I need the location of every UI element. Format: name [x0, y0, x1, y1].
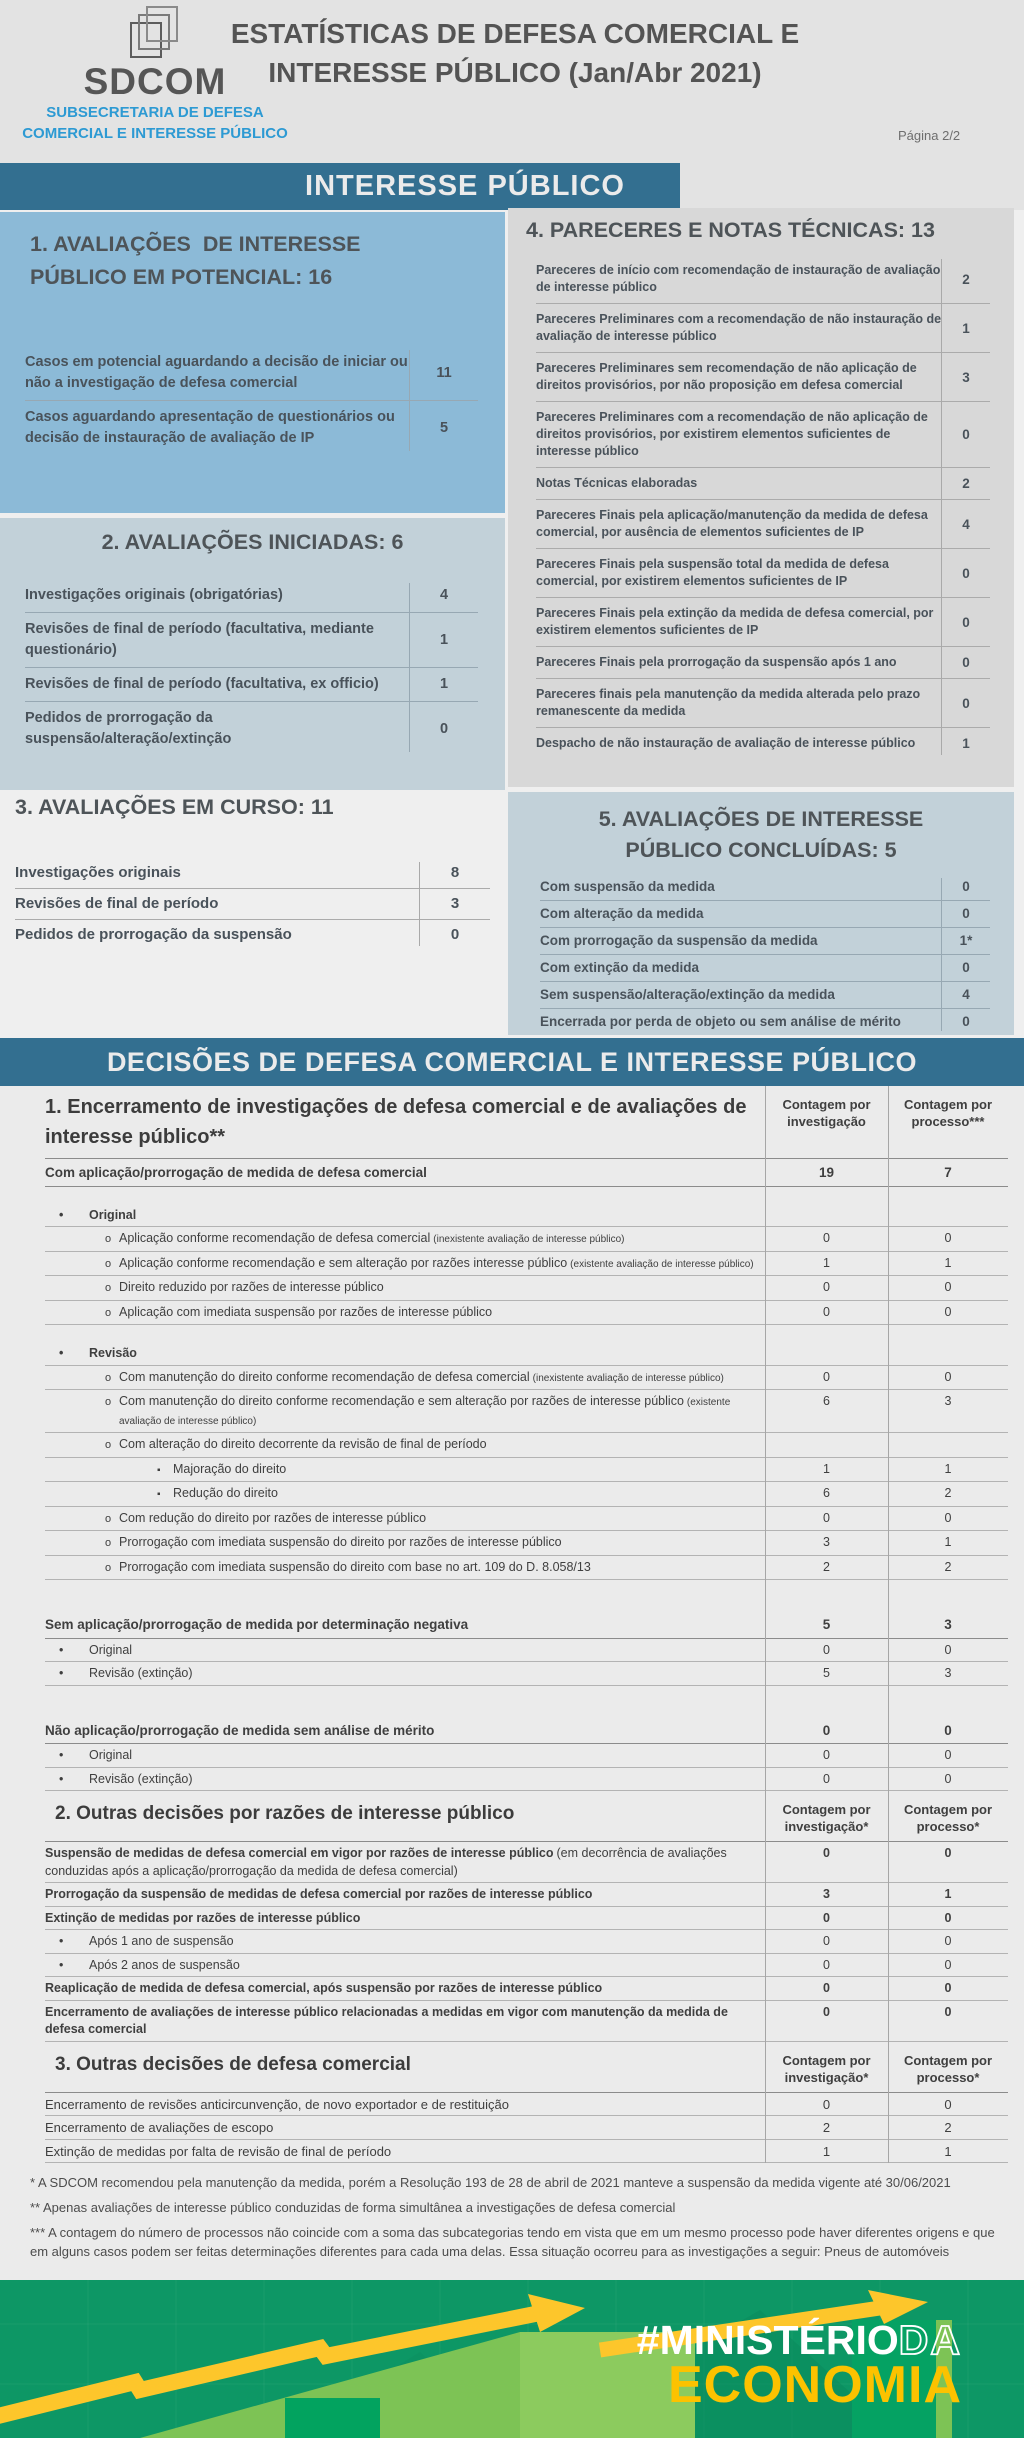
value-processo: 1	[944, 1535, 952, 1549]
value-processo: 0	[944, 1957, 952, 1972]
table-row	[45, 1482, 1008, 1507]
table-row	[45, 1977, 1008, 2001]
table-row	[45, 1301, 1008, 1326]
stat-row	[536, 679, 990, 728]
statistics-area	[0, 210, 1024, 1038]
stat-label: Revisões de final de período (facultativa, mediante questionário)	[25, 621, 374, 658]
row-label: Prorrogação com imediata suspensão do direito por razões de interesse público	[119, 1535, 562, 1549]
stat-value: 0	[962, 879, 970, 894]
stat-value: 11	[436, 364, 452, 381]
value-processo: 2	[944, 1486, 952, 1500]
value-investigacao: 3	[823, 1887, 830, 1901]
value-investigacao: 0	[823, 1846, 830, 1860]
table-row	[45, 1842, 1008, 1883]
stat-row	[15, 889, 490, 920]
stat-label: Pedidos de prorrogação da suspensão/alteração/extinção	[25, 710, 232, 747]
bullet-icon	[105, 1304, 119, 1323]
table-row	[45, 1458, 1008, 1483]
table-row	[45, 2140, 1008, 2164]
stat-label: Investigações originais	[15, 864, 181, 881]
stat-label: Com prorrogação da suspensão da medida	[540, 933, 818, 948]
row-note: (inexistente avaliação de interesse público)	[433, 1234, 625, 1245]
row-label: Original	[89, 1642, 133, 1657]
stat-value: 0	[962, 1014, 970, 1029]
column-header-investigacao: Contagem por investigação	[782, 1097, 871, 1129]
stat-value: 4	[962, 516, 970, 532]
value-investigacao: 0	[823, 1748, 830, 1762]
stat-row	[536, 500, 990, 549]
stat-label: Pareceres Finais pela prorrogação da suspensão após 1 ano	[536, 655, 897, 669]
stacked-squares-icon	[130, 6, 180, 62]
bullet-icon	[59, 1642, 89, 1660]
table-row	[45, 2001, 1008, 2042]
value-investigacao: 2	[822, 2120, 831, 2135]
table-row	[45, 1187, 1008, 1228]
value-investigacao: 3	[823, 1535, 830, 1549]
row-label: Aplicação com imediata suspensão por razões de interesse público	[119, 1304, 493, 1319]
stat-value: 3	[450, 895, 460, 912]
table-row	[45, 1662, 1008, 1686]
logo-name: SDCOM	[83, 61, 227, 102]
stat-value: 0	[962, 427, 970, 442]
row-label: Revisão (extinção)	[89, 1771, 193, 1786]
value-processo: 1	[944, 1461, 952, 1476]
bullet-icon	[105, 1559, 119, 1578]
value-investigacao: 0	[823, 1280, 830, 1294]
table-row	[45, 1744, 1008, 1768]
stat-value: 0	[962, 960, 970, 975]
value-processo: 0	[944, 1304, 952, 1319]
decisoes-banner: DECISÕES DE DEFESA COMERCIAL E INTERESSE PÚBLICO	[0, 1038, 1024, 1086]
table-row	[45, 1686, 1008, 1717]
value-investigacao: 1	[823, 1255, 830, 1270]
decisions-area	[0, 1086, 1024, 2267]
footnote: *** A contagem do número de processos não coincide com a soma das subcategorias tendo em vista que em um mesmo processo pode haver diferentes origens e que em alguns casos podem ser feitas determinações diferentes para cada uma delas. Essa situação ocorreu para as investigações a seguir: Pneus de automóveis	[30, 2225, 995, 2259]
stat-rows	[540, 874, 990, 1035]
stat-label: Revisões de final de período (facultativa, ex officio)	[25, 676, 379, 692]
bullet-icon	[105, 1255, 119, 1274]
value-processo: 0	[944, 1771, 952, 1786]
value-investigacao: 1	[822, 2143, 831, 2159]
bullet-icon	[59, 1207, 89, 1225]
stat-row	[15, 920, 490, 950]
value-processo: 1	[944, 1887, 952, 1901]
value-processo: 2	[944, 1559, 952, 1574]
table-row	[45, 1507, 1008, 1532]
footer-banner	[0, 2280, 1024, 2438]
section-avaliacoes-curso-title: 3. AVALIAÇÕES EM CURSO: 11	[15, 795, 334, 819]
stat-label: Com extinção da medida	[540, 960, 700, 975]
table-row	[45, 1768, 1008, 1792]
row-label: Redução do direito	[173, 1486, 278, 1500]
column-header-investigacao: Contagem por investigação*	[782, 1802, 871, 1834]
row-label: Original	[89, 1207, 137, 1222]
stat-row	[540, 928, 990, 955]
stat-value: 1	[962, 736, 970, 751]
stat-value: 0	[450, 926, 460, 943]
stat-row	[25, 702, 478, 756]
column-header-processo: Contagem por processo***	[903, 1097, 993, 1129]
row-note: (existente avaliação de interesse público)	[119, 1397, 731, 1427]
stat-label: Com suspensão da medida	[540, 879, 715, 894]
section-title: 1. AVALIAÇÕES DE INTERESSE PÚBLICO EM POTENCIAL: 16	[30, 232, 361, 289]
table-row	[45, 1611, 1008, 1639]
footnotes	[0, 2163, 1024, 2261]
value-processo: 0	[944, 1510, 952, 1525]
value-investigacao: 5	[822, 1617, 831, 1632]
square-outline	[146, 6, 178, 42]
table-row	[45, 1325, 1008, 1366]
table-outras-decisoes-dc	[0, 2042, 1024, 2164]
stat-rows	[25, 579, 478, 756]
value-processo: 0	[944, 1642, 952, 1657]
footnote: ** Apenas avaliações de interesse público conduzidas de forma simultânea a investigações de defesa comercial	[30, 2200, 676, 2215]
value-processo: 1	[944, 1255, 952, 1270]
value-investigacao: 0	[823, 1910, 830, 1925]
header	[0, 0, 1024, 163]
value-processo: 3	[944, 1617, 952, 1632]
value-processo: 0	[944, 1934, 952, 1948]
ministry-wordmark	[636, 2317, 962, 2414]
section-title: 2. AVALIAÇÕES INICIADAS: 6	[101, 530, 404, 554]
stat-value: 0	[962, 906, 970, 921]
section-avaliacoes-concluidas	[508, 792, 1014, 1035]
table-encerramento	[0, 1086, 1024, 1791]
stat-row	[25, 346, 478, 401]
value-processo: 0	[944, 1722, 952, 1738]
value-processo: 2	[944, 2120, 952, 2135]
stat-row	[536, 549, 990, 598]
value-processo: 0	[944, 1846, 952, 1860]
stat-label: Pareceres de início com recomendação de instauração de avaliação de interesse público	[536, 263, 941, 294]
stat-row	[540, 901, 990, 928]
stat-row	[15, 858, 490, 889]
row-label: Aplicação conforme recomendação de defesa comercial (inexistente avaliação de interesse público)	[119, 1231, 625, 1245]
stat-label: Casos em potencial aguardando a decisão de iniciar ou não a investigação de defesa comercial	[25, 354, 408, 391]
row-label: Majoração do direito	[173, 1461, 287, 1476]
stat-row	[25, 579, 478, 613]
row-label: Encerramento de avaliações de escopo	[45, 2120, 274, 2135]
stat-value: 1*	[959, 933, 973, 948]
stat-value: 4	[962, 987, 970, 1002]
value-investigacao: 0	[823, 2004, 830, 2019]
value-processo: 3	[944, 1394, 952, 1408]
value-investigacao: 6	[823, 1486, 830, 1500]
bullet-icon	[59, 1957, 89, 1975]
stat-label: Pareceres Finais pela suspensão total da medida de defesa comercial, por existirem elementos suficientes de IP	[536, 557, 889, 588]
stat-row	[536, 468, 990, 500]
table-row	[45, 1433, 1008, 1458]
bullet-icon	[105, 1510, 119, 1529]
table-header	[45, 1086, 1008, 1159]
interesse-publico-banner: INTERESSE PÚBLICO	[0, 163, 680, 210]
row-note: (em decorrência de avaliações conduzidas após a aplicação/prorrogação da medida de defesa comercial)	[45, 1846, 727, 1878]
value-processo: 0	[944, 2004, 952, 2019]
value-investigacao: 5	[823, 1666, 830, 1680]
row-label: Com aplicação/prorrogação de medida de defesa comercial	[45, 1165, 427, 1180]
stat-label: Pareceres finais pela manutenção da medida alterada pelo prazo remanescente da medida	[536, 687, 921, 718]
stat-label: Casos aguardando apresentação de questionários ou decisão de instauração de avaliação de IP	[25, 409, 395, 446]
stat-row	[25, 668, 478, 702]
row-label: Sem aplicação/prorrogação de medida por determinação negativa	[45, 1617, 469, 1632]
table-title: 1. Encerramento de investigações de defesa comercial e de avaliações de interesse público**	[45, 1096, 747, 1148]
value-investigacao: 0	[823, 1957, 830, 1972]
page-title-line1: ESTATÍSTICAS DE DEFESA COMERCIAL E	[230, 18, 800, 49]
table-row	[45, 1639, 1008, 1663]
table-row	[45, 1390, 1008, 1433]
table-row	[45, 1930, 1008, 1954]
value-processo: 0	[944, 1748, 952, 1762]
table-title: 2. Outras decisões por razões de interesse público	[55, 1803, 515, 1824]
stat-rows	[15, 858, 490, 950]
bullet-icon	[157, 1485, 173, 1504]
table-header	[45, 1791, 1008, 1842]
row-note: (existente avaliação de interesse público)	[570, 1258, 754, 1270]
row-label: Com alteração do direito decorrente da revisão de final de período	[119, 1437, 487, 1451]
value-investigacao: 2	[823, 1559, 830, 1574]
bullet-icon	[105, 1369, 119, 1388]
table-outras-decisoes-ip	[0, 1791, 1024, 2042]
table-row	[45, 1907, 1008, 1931]
column-header-processo: Contagem por processo*	[903, 2052, 993, 2085]
stat-label: Pareceres Preliminares com a recomendação de não instauração de avaliação de interesse público	[536, 312, 942, 343]
value-investigacao: 0	[823, 1771, 830, 1786]
value-investigacao: 0	[823, 1304, 830, 1319]
table-rows	[0, 1842, 1024, 2042]
row-label: Reaplicação de medida de defesa comercial, após suspensão por razões de interesse público	[45, 1981, 603, 1995]
stat-value: 0	[439, 720, 449, 737]
table-row	[45, 1717, 1008, 1745]
stat-row	[536, 598, 990, 647]
page-title	[215, 14, 815, 92]
column-header-processo: Contagem por processo*	[903, 1802, 993, 1834]
row-label: Prorrogação da suspensão de medidas de defesa comercial por razões de interesse público	[45, 1887, 593, 1901]
stat-label: Revisões de final de período	[15, 895, 219, 912]
economia-text: ECONOMIA	[668, 2356, 962, 2414]
row-label: Com manutenção do direito conforme recomendação de defesa comercial (inexistente avaliação de interesse público)	[119, 1369, 724, 1384]
value-investigacao: 0	[822, 2096, 831, 2112]
stat-row	[540, 874, 990, 901]
bullet-icon	[59, 1747, 89, 1765]
table-row	[45, 1366, 1008, 1391]
row-label: Com redução do direito por razões de interesse público	[119, 1510, 427, 1525]
logo-subtitle	[5, 102, 305, 144]
row-label: Extinção de medidas por razões de interesse público	[45, 1910, 361, 1925]
section-avaliacoes-potencial	[0, 212, 505, 513]
banner-row	[0, 163, 1024, 210]
stat-row	[536, 402, 990, 468]
stat-value: 2	[962, 476, 970, 491]
stat-row	[540, 1009, 990, 1035]
value-investigacao: 0	[823, 1981, 830, 1995]
value-investigacao: 1	[823, 1461, 830, 1476]
stat-label: Sem suspensão/alteração/extinção da medida	[540, 987, 835, 1002]
stat-label: Pareceres Finais pela aplicação/manutenção da medida de defesa comercial, por ausência de elementos suficientes de IP	[536, 508, 928, 539]
row-label: Encerramento de avaliações de interesse público relacionadas a medidas em vigor com manutenção da medida de defesa comercial	[45, 2004, 728, 2036]
stat-row	[540, 982, 990, 1009]
stat-value: 4	[439, 587, 449, 603]
row-label: Após 2 anos de suspensão	[89, 1957, 240, 1972]
row-label: Direito reduzido por razões de interesse público	[119, 1280, 384, 1294]
value-processo: 0	[944, 1369, 952, 1384]
column-header-investigacao: Contagem por investigação*	[782, 2052, 871, 2085]
table-row	[45, 2093, 1008, 2117]
logo-subtitle-line2: COMERCIAL E INTERESSE PÚBLICO	[22, 125, 288, 142]
bullet-icon	[59, 1665, 89, 1683]
value-investigacao: 19	[818, 1165, 835, 1180]
table-title: 3. Outras decisões de defesa comercial	[55, 2053, 411, 2075]
stat-value: 1	[439, 631, 449, 648]
row-label: Não aplicação/prorrogação de medida sem análise de mérito	[45, 1722, 435, 1738]
stat-label: Com alteração da medida	[540, 906, 704, 921]
stat-label: Despacho de não instauração de avaliação de interesse público	[536, 736, 916, 750]
stat-rows	[536, 255, 990, 759]
stat-value: 1	[439, 676, 449, 692]
row-label: Suspensão de medidas de defesa comercial em vigor por razões de interesse público (em decorrência de avaliações conduzidas após a aplicação/prorrogação da medida de defesa comercial)	[45, 1846, 727, 1878]
value-processo: 0	[944, 1981, 952, 1995]
row-label: Encerramento de revisões anticircunvenção, de novo exportador e de restituição	[45, 2096, 509, 2112]
value-investigacao: 0	[823, 1642, 830, 1657]
value-investigacao: 0	[823, 1231, 830, 1245]
page-title-line2: INTERESSE PÚBLICO (Jan/Abr 2021)	[268, 57, 762, 88]
page-number: Página 2/2	[898, 128, 961, 143]
row-label: Prorrogação com imediata suspensão do direito com base no art. 109 do D. 8.058/13	[119, 1559, 591, 1574]
table-row	[45, 1227, 1008, 1252]
value-processo: 0	[944, 2096, 952, 2112]
bullet-icon	[59, 1345, 89, 1363]
table-row	[45, 1276, 1008, 1301]
stat-value: 5	[439, 419, 449, 436]
value-investigacao: 0	[823, 1369, 830, 1384]
value-investigacao: 0	[822, 1722, 831, 1738]
value-investigacao: 6	[823, 1394, 830, 1408]
table-row	[45, 2116, 1008, 2140]
bullet-icon	[59, 1933, 89, 1951]
bullet-icon	[157, 1461, 173, 1480]
table-header	[45, 2042, 1008, 2093]
logo-subtitle-line1: SUBSECRETARIA DE DEFESA	[46, 104, 264, 121]
stat-label: Encerrada por perda de objeto ou sem análise de mérito	[540, 1014, 901, 1029]
stat-row	[536, 255, 990, 304]
section-title: 4. PARECERES E NOTAS TÉCNICAS: 13	[526, 218, 935, 242]
stat-label: Pedidos de prorrogação da suspensão	[15, 926, 292, 943]
table-rows	[0, 1159, 1024, 1791]
stat-value: 0	[962, 655, 970, 670]
row-label: Original	[89, 1748, 133, 1762]
stat-value: 0	[962, 565, 970, 581]
table-row	[45, 1580, 1008, 1611]
row-label: Após 1 ano de suspensão	[89, 1934, 234, 1948]
table-row	[45, 1531, 1008, 1556]
row-label: Revisão	[89, 1346, 137, 1360]
stat-row	[536, 647, 990, 679]
value-processo: 0	[944, 1280, 952, 1294]
hashtag-ministerio-text: #MINISTÉRIO	[636, 2317, 899, 2363]
stat-row	[25, 401, 478, 455]
value-processo: 7	[944, 1165, 952, 1180]
row-label: Com manutenção do direito conforme recomendação e sem alteração por razões de interesse público (existente avaliação de interesse público)	[119, 1394, 731, 1427]
value-processo: 0	[944, 1231, 952, 1245]
stat-row	[536, 304, 990, 353]
table-row	[45, 1252, 1008, 1277]
value-processo: 3	[944, 1666, 952, 1680]
row-label: Extinção de medidas por falta de revisão de final de período	[45, 2143, 392, 2159]
value-processo: 0	[944, 1910, 952, 1925]
section-avaliacoes-iniciadas	[0, 518, 505, 790]
bullet-icon	[105, 1393, 119, 1412]
stat-value: 2	[962, 271, 970, 287]
stat-value: 1	[962, 320, 970, 336]
bullet-icon	[105, 1279, 119, 1298]
table-row	[45, 1159, 1008, 1187]
stat-rows	[25, 346, 478, 455]
stat-label: Pareceres Preliminares com a recomendação de não aplicação de direitos provisórios, por existirem elementos suficientes de interesse público	[536, 410, 928, 458]
stat-value: 3	[962, 369, 970, 385]
table-row	[45, 1883, 1008, 1907]
value-investigacao: 0	[823, 1934, 830, 1948]
table-row	[45, 1556, 1008, 1581]
stat-row	[540, 955, 990, 982]
stat-label: Notas Técnicas elaboradas	[536, 476, 698, 490]
table-rows	[0, 2093, 1024, 2164]
bullet-icon	[105, 1534, 119, 1553]
stat-label: Pareceres Finais pela extinção da medida de defesa comercial, por existirem elementos suficientes de IP	[536, 606, 934, 637]
stat-row	[25, 613, 478, 668]
value-processo: 1	[944, 2143, 952, 2159]
value-investigacao: 0	[823, 1510, 830, 1525]
da-text: DA	[898, 2317, 962, 2363]
stat-row	[536, 728, 990, 759]
row-note: (inexistente avaliação de interesse público)	[532, 1372, 724, 1384]
stat-row	[536, 353, 990, 402]
stat-value: 0	[962, 614, 970, 630]
stat-label: Investigações originais (obrigatórias)	[25, 587, 283, 603]
section-pareceres-notas	[508, 208, 1014, 787]
bullet-icon	[105, 1230, 119, 1249]
stat-label: Pareceres Preliminares sem recomendação de não aplicação de direitos provisórios, por não proposição em defesa comercial	[536, 361, 917, 392]
table-row	[45, 1954, 1008, 1978]
row-label: Revisão (extinção)	[89, 1666, 193, 1680]
bullet-icon	[59, 1771, 89, 1789]
section-title: 5. AVALIAÇÕES DE INTERESSE PÚBLICO CONCLUÍDAS: 5	[598, 807, 924, 862]
row-label: Aplicação conforme recomendação e sem alteração por razões interesse público (existente avaliação de interesse público)	[119, 1255, 754, 1270]
bullet-icon	[105, 1436, 119, 1455]
footnote: * A SDCOM recomendou pela manutenção da medida, porém a Resolução 193 de 28 de abril de 2021 manteve a suspensão da medida vigente até 30/06/2021	[30, 2175, 951, 2190]
stat-value: 0	[962, 695, 970, 711]
stat-value: 8	[450, 864, 460, 881]
